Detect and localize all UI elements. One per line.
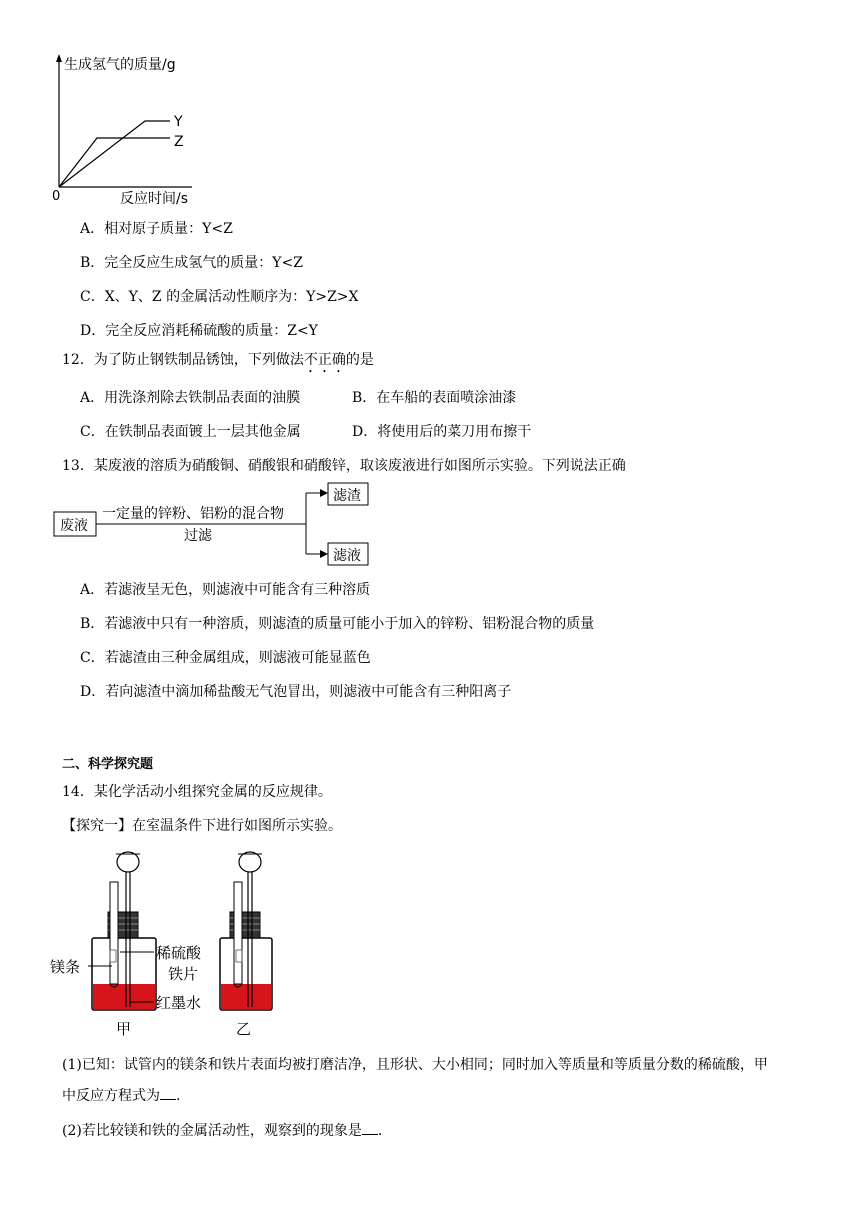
arrow-lower xyxy=(320,550,328,558)
origin-label: 0 xyxy=(52,189,61,204)
q11-option-d: D．完全反应消耗稀硫酸的质量：Z<Y xyxy=(80,323,318,339)
y-axis-label: 生成氢气的质量/g xyxy=(64,57,176,73)
filter-label: 过滤 xyxy=(184,528,212,544)
q14-part2: (2)若比较镁和铁的金属活动性，观察到的现象是 . xyxy=(62,1123,383,1139)
x-axis-label: 反应时间/s xyxy=(120,191,189,207)
answer-blank[interactable] xyxy=(362,1122,378,1135)
answer-blank[interactable] xyxy=(160,1087,176,1100)
residue-label: 滤渣 xyxy=(333,488,361,504)
line-y xyxy=(59,121,170,187)
q13-option-a: A．若滤液呈无色，则滤液中可能含有三种溶质 xyxy=(80,582,371,598)
label-dilute-acid: 稀硫酸 xyxy=(156,944,202,962)
funnel-yi xyxy=(239,852,261,872)
explore1-heading: 【探究一】在室温条件下进行如图所示实验。 xyxy=(62,818,342,834)
emphasis-text: 不正确 xyxy=(303,352,346,368)
q13-option-d: D．若向滤渣中滴加稀盐酸无气泡冒出，则滤液中可能含有三种阳离子 xyxy=(80,684,512,700)
reagent-label: 一定量的锌粉、铝粉的混合物 xyxy=(102,506,284,522)
q12-stem: 12．为了防止钢铁制品锈蚀，下列做法不正确的是 xyxy=(62,352,374,368)
q12-option-d: D．将使用后的菜刀用布擦干 xyxy=(352,424,532,440)
line-z-label: Z xyxy=(174,134,184,150)
label-iron-sheet: 铁片 xyxy=(168,965,199,983)
bottle-yi xyxy=(220,852,272,1010)
q11-option-a: A．相对原子质量：Y<Z xyxy=(80,221,233,237)
q12-option-b: B．在车船的表面喷涂油漆 xyxy=(352,390,517,406)
y-axis-arrow xyxy=(56,54,62,62)
q13-stem: 13．某废液的溶质为硝酸铜、硝酸银和硝酸锌，取该废液进行如图所示实验。下列说法正确 xyxy=(62,458,626,474)
q12-option-c: C．在铁制品表面镀上一层其他金属 xyxy=(80,424,301,440)
red-ink-yi xyxy=(221,984,271,1009)
funnel-jia xyxy=(117,852,139,872)
hydrogen-mass-graph xyxy=(40,52,210,212)
apparatus-figure xyxy=(48,842,288,1042)
line-z xyxy=(59,138,170,187)
line-y-label: Y xyxy=(174,114,183,130)
q14-stem: 14．某化学活动小组探究金属的反应规律。 xyxy=(62,784,332,800)
label-jia: 甲 xyxy=(116,1020,132,1038)
bottle-jia xyxy=(92,852,156,1010)
q12-option-a: A．用洗涤剂除去铁制品表面的油膜 xyxy=(80,390,301,406)
q11-option-c: C．X、Y、Z 的金属活动性顺序为：Y>Z>X xyxy=(80,289,359,305)
q11-option-b: B．完全反应生成氢气的质量：Y<Z xyxy=(80,255,303,271)
q14-part1-line1: (1)已知：试管内的镁条和铁片表面均被打磨洁净，且形状、大小相同；同时加入等质量和等质量分数的稀硫酸，甲 xyxy=(62,1057,768,1073)
q14-part1-line2: 中反应方程式为 . xyxy=(62,1088,181,1104)
filtration-diagram xyxy=(50,482,380,572)
q13-option-c: C．若滤渣由三种金属组成，则滤液可能显蓝色 xyxy=(80,650,371,666)
arrow-upper xyxy=(320,489,328,497)
label-yi: 乙 xyxy=(236,1020,252,1038)
section-title: 二、科学探究题 xyxy=(62,757,154,772)
label-magnesium: 镁条 xyxy=(50,958,81,976)
red-ink-jia xyxy=(93,984,155,1009)
filtrate-label: 滤液 xyxy=(333,548,361,564)
q13-option-b: B．若滤液中只有一种溶质，则滤渣的质量可能小于加入的锌粉、铝粉混合物的质量 xyxy=(80,616,595,632)
label-red-ink: 红墨水 xyxy=(156,994,202,1012)
waste-liquid-label: 废液 xyxy=(60,518,88,534)
